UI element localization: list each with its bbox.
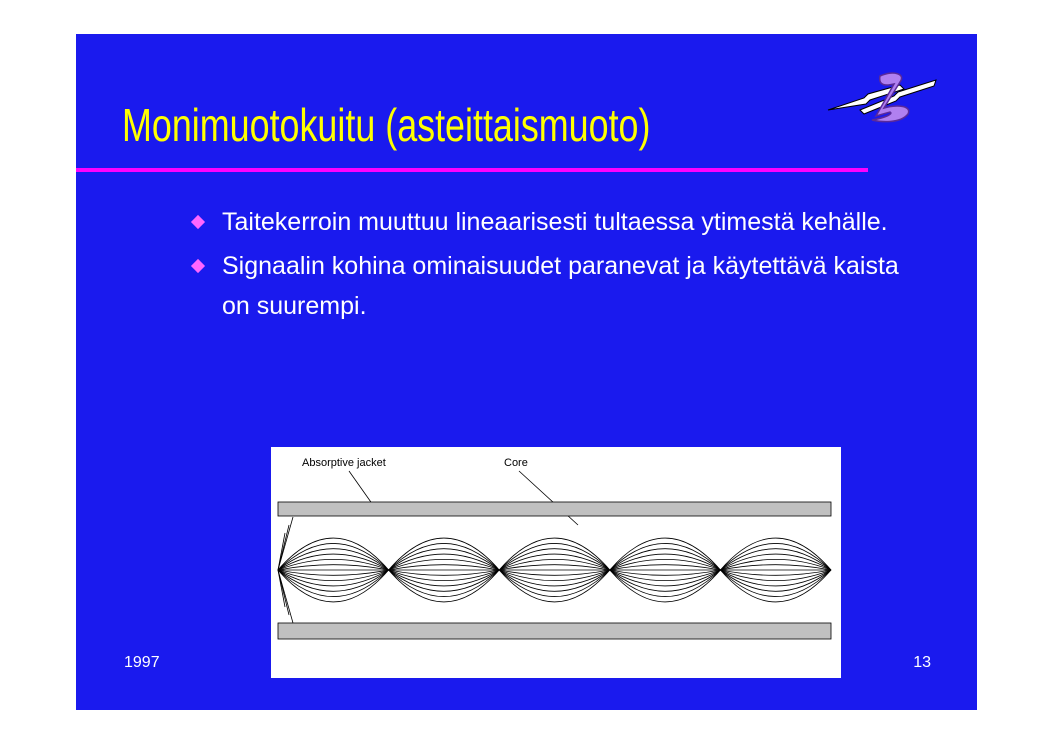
slide-title: Monimuotokuitu (asteittaismuoto) bbox=[122, 99, 651, 151]
ray-arc bbox=[499, 570, 610, 575]
jacket-leader-line bbox=[349, 471, 373, 505]
diamond-bullet-icon bbox=[191, 259, 205, 273]
ray-arc bbox=[499, 565, 610, 570]
bullet-text: Signaalin kohina ominaisuudet paranevat ja käytettävä kaista on suurempi. bbox=[222, 252, 899, 320]
ray-arc bbox=[278, 565, 389, 570]
ray-arc bbox=[499, 570, 610, 597]
ray-arc bbox=[278, 570, 389, 597]
slide bbox=[76, 34, 977, 710]
ray-arc bbox=[389, 543, 500, 570]
light-rays bbox=[278, 517, 831, 623]
core-label: Core bbox=[504, 457, 528, 469]
ray-arc bbox=[389, 565, 500, 570]
bullet-item bbox=[190, 202, 930, 242]
jacket-label: Absorptive jacket bbox=[302, 457, 386, 469]
title-underline bbox=[76, 168, 868, 172]
ray-arc bbox=[278, 570, 389, 575]
ray-arc bbox=[610, 570, 721, 597]
ray-arc bbox=[720, 565, 831, 570]
bullet-text: Taitekerroin muuttuu lineaarisesti tultaessa ytimestä kehälle. bbox=[222, 208, 888, 236]
ray-arc bbox=[720, 570, 831, 575]
bullet-list bbox=[190, 202, 930, 330]
ray-arc bbox=[389, 570, 500, 597]
ray-arc bbox=[610, 565, 721, 570]
ray-arc bbox=[499, 543, 610, 570]
ray-arc bbox=[610, 543, 721, 570]
core-leader-line bbox=[519, 471, 578, 525]
ray-arc bbox=[389, 570, 500, 575]
ray-arc bbox=[720, 570, 831, 597]
company-logo-icon bbox=[824, 64, 940, 131]
ray-arc bbox=[610, 570, 721, 575]
footer-year: 1997 bbox=[124, 654, 160, 671]
ray-arc bbox=[278, 543, 389, 570]
bottom-jacket bbox=[278, 623, 831, 639]
bullet-item bbox=[190, 246, 930, 326]
top-jacket bbox=[278, 502, 831, 516]
page-number: 13 bbox=[913, 654, 931, 671]
diamond-bullet-icon bbox=[191, 215, 205, 229]
graded-index-fiber-diagram bbox=[271, 447, 841, 678]
ray-arc bbox=[720, 543, 831, 570]
